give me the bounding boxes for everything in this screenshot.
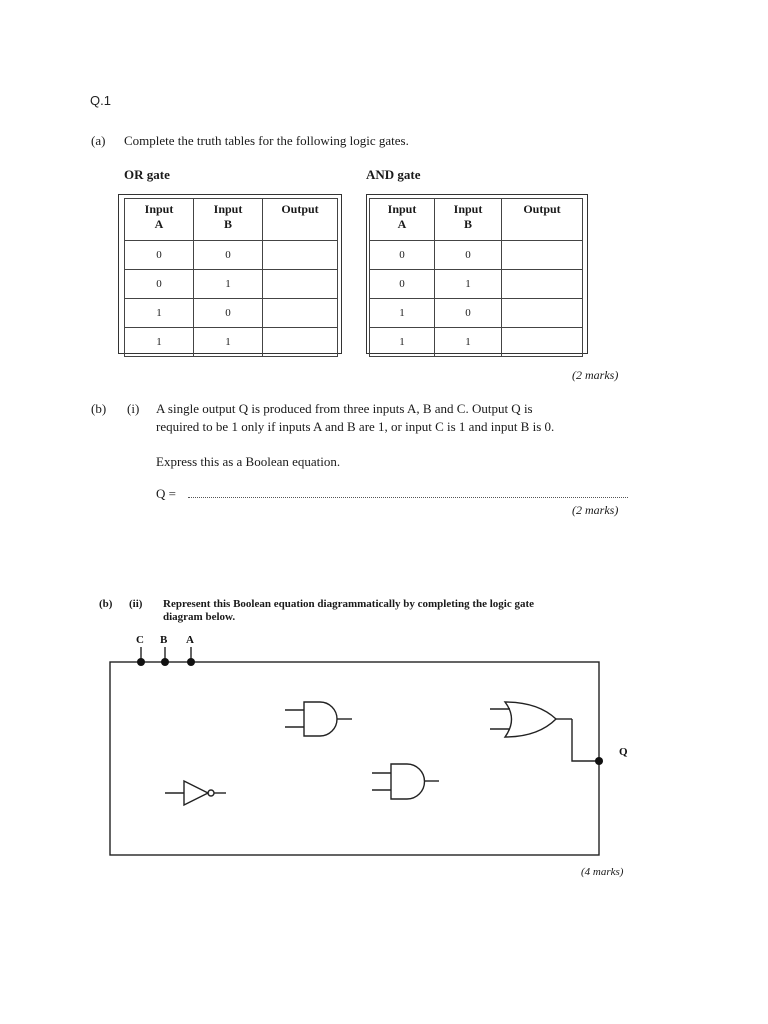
part-b-ii-marks: (4 marks) — [581, 866, 624, 878]
part-b-ii-label: (b) — [99, 598, 113, 610]
output-q-node — [595, 757, 603, 765]
and-table-title: AND gate — [366, 167, 421, 182]
part-b-i-marks: (2 marks) — [572, 503, 619, 517]
question-number: Q.1 — [90, 93, 111, 108]
input-a-label: A — [186, 634, 194, 646]
or-header-a: Input A — [125, 199, 194, 241]
diagram-frame — [110, 662, 599, 855]
table-row: 1 0 — [125, 299, 338, 328]
or-header-output: Output — [263, 199, 338, 241]
or-table-title: OR gate — [124, 167, 170, 182]
part-b-i-line1: A single output Q is produced from three inputs A, B and C. Output Q is — [156, 401, 533, 416]
part-b-i-sublabel: (i) — [127, 401, 140, 416]
input-c-node — [137, 658, 145, 666]
part-b-ii-sublabel: (ii) — [129, 598, 143, 610]
not-gate — [165, 781, 226, 805]
answer-label: Q = — [156, 486, 176, 501]
table-row: 1 1 — [125, 328, 338, 357]
or-header-b: Input B — [194, 199, 263, 241]
table-row: 1 1 — [370, 328, 583, 357]
part-b-ii-line2: diagram below. — [163, 611, 236, 623]
part-b-i-label: (b) — [91, 401, 107, 416]
input-b-node — [161, 658, 169, 666]
table-row: 0 0 — [125, 241, 338, 270]
table-row: 0 1 — [125, 270, 338, 299]
and-header-b: Input B — [435, 199, 502, 241]
part-b-i-line2: required to be 1 only if inputs A and B are 1, or input C is 1 and input B is 0. — [156, 419, 555, 434]
part-b-ii-line1: Represent this Boolean equation diagrammatically by completing the logic gate — [163, 598, 535, 610]
and-header-output: Output — [502, 199, 583, 241]
table-row: 0 0 — [370, 241, 583, 270]
table-row: 1 0 — [370, 299, 583, 328]
input-a-node — [187, 658, 195, 666]
input-b-label: B — [160, 634, 168, 646]
and-gate-1 — [285, 702, 352, 736]
part-a-marks: (2 marks) — [572, 368, 619, 382]
output-q-label: Q — [619, 746, 628, 758]
and-gate-2 — [372, 764, 439, 799]
or-gate — [490, 702, 599, 761]
part-a-instruction: Complete the truth tables for the following logic gates. — [124, 133, 409, 148]
input-c-label: C — [136, 634, 144, 646]
part-a-label: (a) — [91, 133, 106, 148]
and-header-a: Input A — [370, 199, 435, 241]
table-row: 0 1 — [370, 270, 583, 299]
part-b-i-express: Express this as a Boolean equation. — [156, 454, 341, 469]
